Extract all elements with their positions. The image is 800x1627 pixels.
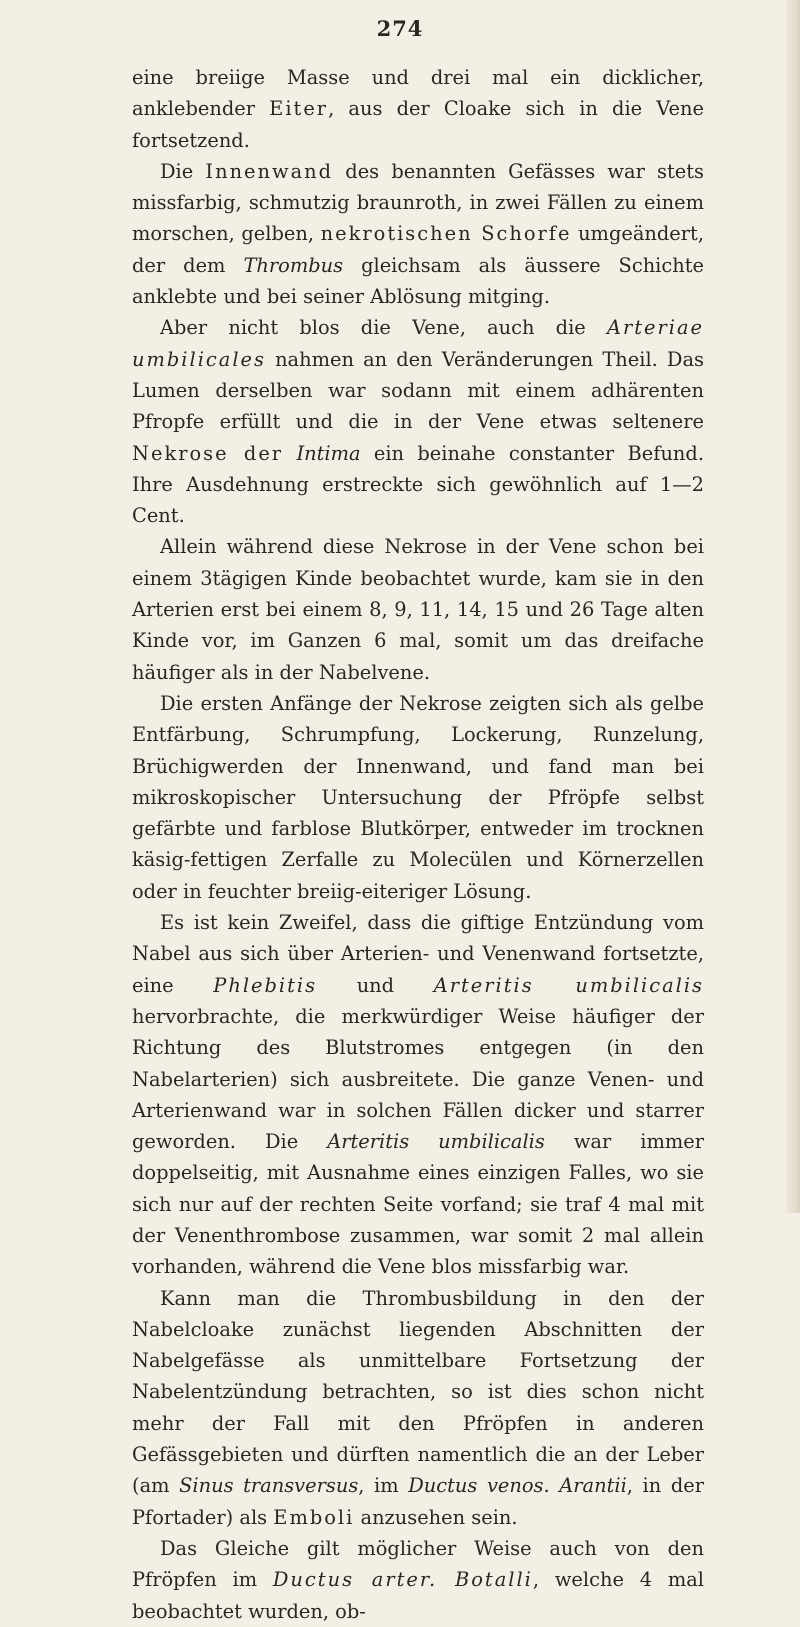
text-segment: Aber nicht blos die Vene, auch die (160, 316, 607, 340)
text-segment (283, 442, 296, 465)
text-segment: Arteritis umbilicalis (327, 1130, 545, 1154)
text-segment: Nekrose der (132, 441, 284, 465)
text-segment: Ductus arter. Botalli (272, 1568, 533, 1592)
paragraph-5 (132, 688, 704, 907)
paragraph-2 (132, 156, 704, 312)
text-segment: Es ist kein Zweifel, dass die giftige Entzündung vom Nabel aus sich über Arterien- und Venenwand fortsetzte, eine (132, 911, 704, 997)
body-text (132, 62, 704, 1627)
paragraph-6 (132, 907, 704, 1283)
text-segment: anzusehen sein. (354, 1505, 518, 1529)
paragraph-1 (132, 62, 704, 156)
text-segment: umgeändert, der dem (132, 222, 704, 277)
text-segment: und (317, 973, 434, 997)
text-segment: gleichsam als äussere Schichte anklebte und bei seiner Ablösung mitging. (132, 253, 705, 309)
text-segment: Emboli (273, 1505, 355, 1529)
text-segment: nahmen an den Veränderungen Theil. Das Lumen derselben war sodann mit einem adhärenten Pfropfe erfüllt und die in der Vene etwas seltenere (132, 347, 704, 434)
text-segment: ein beinahe constanter Befund. Ihre Ausdehnung erstreckte sich gewöhnlich auf 1—2 Cent. (132, 441, 704, 528)
text-segment: nekrotischen Schorfe (320, 222, 572, 246)
text-segment: Sinus transversus (179, 1474, 359, 1498)
text-segment: Intima (296, 441, 361, 465)
text-segment: Arteritis umbilicalis (433, 973, 704, 997)
text-segment: Die ersten Anfänge der Nekrose zeigten sich als gelbe Entfärbung, Schrumpfung, Lockerung, Runzelung, Brüchigwerden der Innenwand, und fand man bei mikroskopischer Untersuchung der Pfröpfe selbst gefärbte und farblose Blutkörper, entweder im trocknen käsig-fettigen Zerfalle zu Molecülen und Körnerzellen oder in feuchter breiig-eiteriger Lösung. (132, 691, 704, 903)
text-segment: des benannten Gefässes war stets missfarbig, schmutzig braunroth, in zwei Fällen zu einem morschen, gelben, (132, 159, 704, 246)
text-segment: Eiter (269, 97, 329, 121)
text-segment: eine breiige Masse und drei mal ein dicklicher, anklebender (132, 66, 704, 121)
page-number: 274 (376, 16, 424, 41)
text-segment: Phlebitis (213, 973, 318, 997)
text-segment: , in der Pfortader) als (132, 1474, 704, 1529)
text-segment: Innenwand (205, 159, 334, 183)
paragraph-8 (132, 1533, 704, 1627)
text-segment: war immer doppelseitig, mit Ausnahme eines einzigen Falles, wo sie sich nur auf der rechten Seite vorfand; sie traf 4 mal mit der Venenthrombose zusammen, war somit 2 mal allein vorhanden, während die Vene blos missfarbig war. (132, 1130, 704, 1279)
text-segment: hervorbrachte, die merkwürdiger Weise häufiger der Richtung des Blutstromes entgegen (in den Nabelarterien) sich ausbreitete. Die ganze Venen- und Arterienwand war in solchen Fällen dicker und starrer geworden. Die (132, 1004, 704, 1154)
paragraph-7 (132, 1283, 704, 1533)
text-segment: , aus der Cloake sich in die Vene fortsetzend. (132, 97, 704, 152)
text-segment: , welche 4 mal beobachtet wurden, ob- (132, 1568, 704, 1623)
page-edge (786, 0, 800, 1213)
text-segment: Ductus venos. Arantii (408, 1474, 627, 1498)
text-segment: Die (160, 159, 206, 183)
text-segment: Kann man die Thrombusbildung in den der Nabelcloake zunächst liegenden Abschnitten der Nabelgefässe als unmittelbare Fortsetzung der Nabelentzündung betrachten, so ist dies schon nicht mehr der Fall mit den Pfröpfen in anderen Gefässgebieten und dürften namentlich die an der Leber (am (132, 1286, 704, 1498)
text-segment: Thrombus (243, 253, 344, 277)
paragraph-4 (132, 531, 704, 687)
text-segment: , im (358, 1474, 409, 1498)
text-segment: Arteriae umbilicales (132, 316, 704, 371)
text-segment: Das Gleiche gilt möglicher Weise auch von den Pfröpfen im (132, 1536, 704, 1592)
paragraph-3 (132, 312, 704, 531)
text-segment: Allein während diese Nekrose in der Vene schon bei einem 3tägigen Kinde beobachtet wurde, kam sie in den Arterien erst bei einem 8, 9, 11, 14, 15 und 26 Tage alten Kinde vor, im Ganzen 6 mal, somit um das dreifache häufiger als in der Nabelvene. (132, 535, 704, 684)
